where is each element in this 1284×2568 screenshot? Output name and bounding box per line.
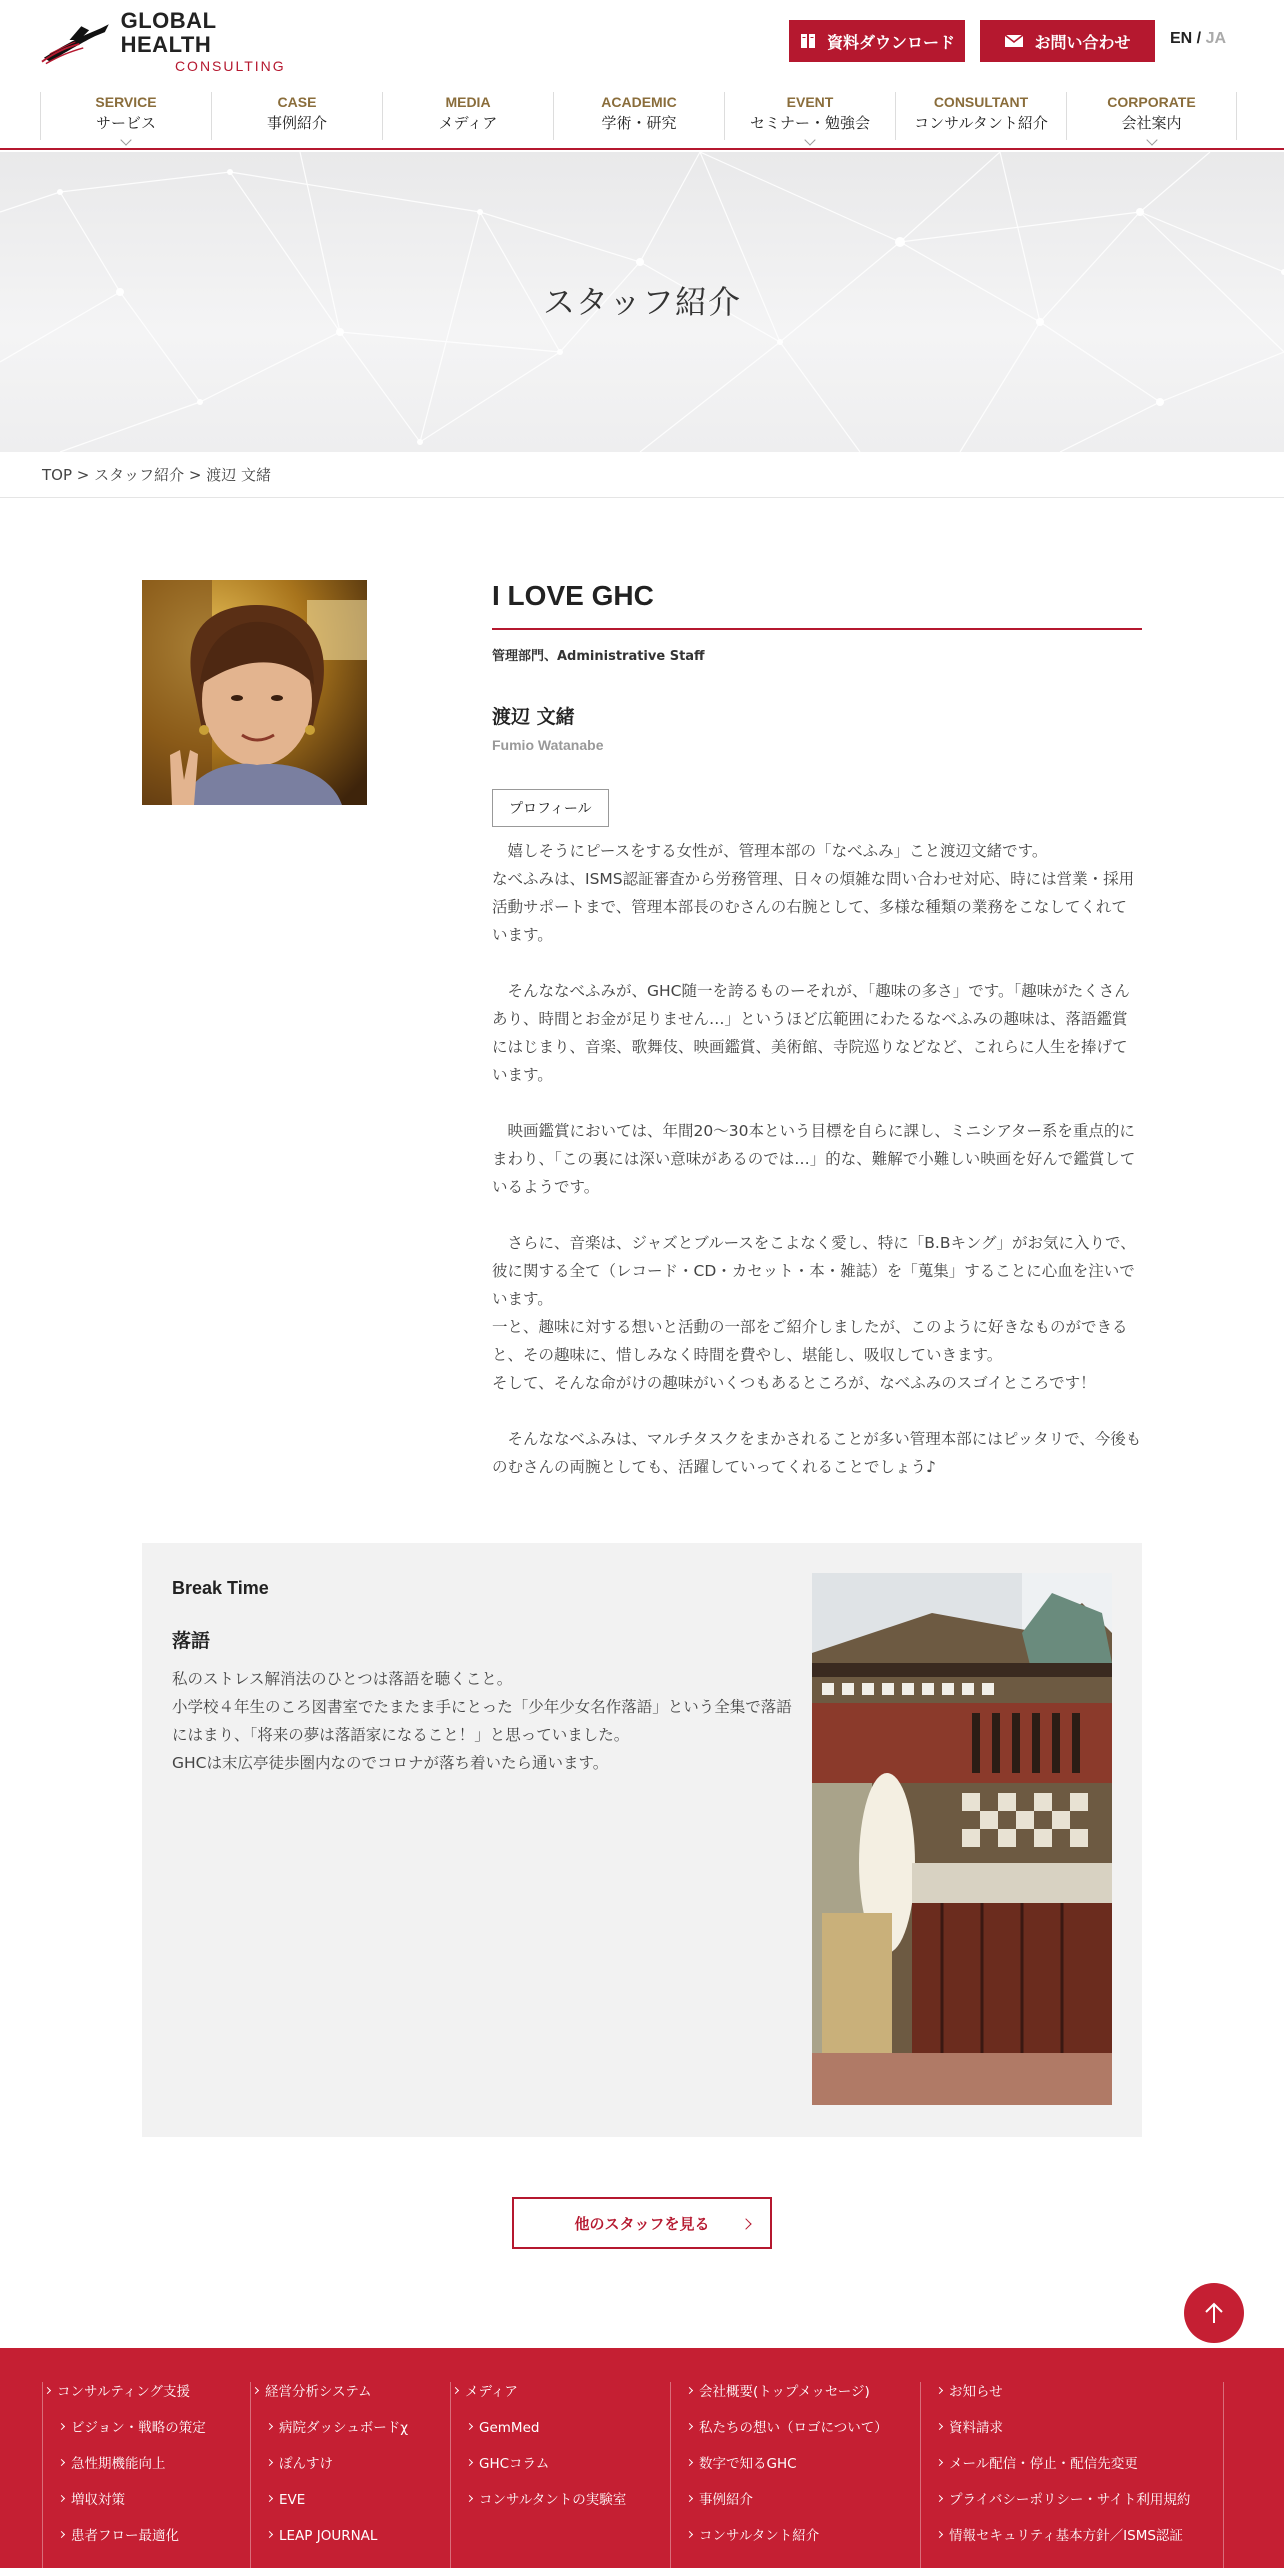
profile-tag: プロフィール — [492, 789, 609, 827]
footer-link[interactable]: 増収対策 — [43, 2490, 250, 2526]
other-staff-button[interactable] — [512, 2197, 772, 2249]
other-staff-button-label: 他のスタッフを見る — [574, 2214, 710, 2233]
breadcrumb[interactable]: TOP > スタッフ紹介 > 渡辺 文緒 — [0, 452, 1284, 498]
footer-column-corporate — [670, 2382, 920, 2568]
staff-name-ja: 渡辺 文緒 — [492, 706, 575, 728]
footer-column-consulting — [42, 2382, 250, 2568]
staff-name-en: Fumio Watanabe — [492, 737, 604, 753]
footer-link[interactable]: 急性期機能向上 — [43, 2454, 250, 2490]
chevron-down-icon — [804, 134, 815, 145]
footer-link[interactable]: お知らせ — [921, 2382, 1223, 2418]
logo-sub-text: CONSULTING — [174, 58, 286, 74]
staff-photo — [142, 580, 367, 805]
nav-item-ja: サービス — [95, 114, 156, 132]
nav-item-en: SERVICE — [95, 94, 157, 110]
download-button-label: 資料ダウンロード — [826, 32, 955, 52]
nav-item-academic[interactable] — [553, 92, 724, 140]
logo-bird-icon — [40, 18, 119, 66]
footer-link[interactable]: 私たちの想い（ロゴについて） — [671, 2418, 920, 2454]
footer-link[interactable]: メール配信・停止・配信先変更 — [921, 2454, 1223, 2490]
profile-body — [492, 837, 1142, 1481]
site-footer — [0, 2348, 1284, 2568]
footer-link[interactable]: GemMed — [451, 2418, 670, 2454]
chevron-right-icon — [740, 2218, 751, 2229]
mail-icon — [1004, 33, 1024, 49]
footer-link[interactable]: ビジョン・戦略の策定 — [43, 2418, 250, 2454]
footer-link[interactable]: 病院ダッシュボードχ — [251, 2418, 450, 2454]
arrow-up-icon — [1203, 2301, 1225, 2325]
profile-paragraph: そんななべふみが、GHC随一を誇るものーそれが、「趣味の多さ」です。「趣味がたくさんあり、時間とお金が足りません…」というほど広範囲にわたるなべふみの趣味は、落語鑑賞にはじまり、音楽、歌舞伎、映画鑑賞、美術館、寺院巡りなどなど、これらに人生を捧げています。 — [492, 982, 1130, 1084]
nav-item-service[interactable] — [40, 92, 211, 140]
department-label: 管理部門、Administrative Staff — [492, 649, 705, 664]
profile-section — [492, 580, 1142, 1481]
profile-paragraph: 嬉しそうにピースをする女性が、管理本部の「なべふみ」こと渡辺文緒です。 なべふみは、ISMS認証審査から労務管理、日々の煩雑な問い合わせ対応、時には営業・採用活動サポートまで、管理本部長のむさんの右腕として、多様な種類の業務をこなしてくれています。 — [492, 842, 1135, 944]
back-to-top-button[interactable] — [1184, 2283, 1244, 2343]
footer-link[interactable]: メディア — [451, 2382, 670, 2418]
theater-photo — [812, 1573, 1112, 2105]
footer-link[interactable]: コンサルタントの実験室 — [451, 2490, 670, 2526]
site-logo[interactable] — [40, 8, 310, 74]
footer-link[interactable]: 事例紹介 — [671, 2490, 920, 2526]
nav-item-consultant[interactable] — [895, 92, 1066, 140]
nav-item-en: EVENT — [786, 94, 834, 110]
profile-paragraph: 映画鑑賞においては、年間20～30本という目標を自らに課し、ミニシアター系を重点的にまわり、「この裏には深い意味があるのでは…」的な、難解で小難しい映画を好んで鑑賞しているようです。 — [492, 1122, 1136, 1196]
footer-link[interactable]: ぽんすけ — [251, 2454, 450, 2490]
break-time-box — [142, 1543, 1142, 2137]
footer-link[interactable]: コンサルタント紹介 — [671, 2526, 920, 2562]
nav-item-ja: コンサルタント紹介 — [914, 114, 1048, 132]
lang-separator: / — [1192, 30, 1206, 47]
footer-link[interactable]: LEAP JOURNAL — [251, 2526, 450, 2562]
footer-link[interactable]: プライバシーポリシー・サイト利用規約 — [921, 2490, 1223, 2526]
page-hero — [0, 152, 1284, 452]
profile-paragraph: そんななべふみは、マルチタスクをまかされることが多い管理本部にはピッタリで、今後ものむさんの両腕としても、活躍していってくれることでしょう♪ — [492, 1430, 1142, 1476]
page-title: スタッフ紹介 — [542, 283, 741, 321]
lang-en-link[interactable]: EN — [1170, 30, 1193, 47]
nav-item-case[interactable] — [211, 92, 382, 140]
nav-item-ja: セミナー・勉強会 — [749, 114, 870, 132]
nav-item-ja: 事例紹介 — [266, 114, 327, 132]
chevron-down-icon — [120, 134, 131, 145]
footer-link[interactable]: 経営分析システム — [251, 2382, 450, 2418]
footer-link[interactable]: 資料請求 — [921, 2418, 1223, 2454]
document-icon — [799, 32, 817, 50]
site-header — [0, 0, 1284, 150]
nav-item-ja: 学術・研究 — [601, 114, 677, 132]
download-button[interactable] — [789, 20, 965, 62]
logo-text — [121, 9, 310, 75]
footer-link[interactable]: 数字で知るGHC — [671, 2454, 920, 2490]
nav-item-en: MEDIA — [445, 94, 491, 110]
footer-column-media — [450, 2382, 670, 2568]
logo-main-text: GLOBAL HEALTH — [120, 8, 217, 57]
profile-heading: I LOVE GHC — [492, 580, 1142, 630]
break-time-title: 落語 — [172, 1630, 211, 1652]
footer-column-info — [920, 2382, 1224, 2568]
nav-item-corporate[interactable] — [1066, 92, 1237, 140]
break-time-text: 私のストレス解消法のひとつは落語を聴くこと。 小学校４年生のころ図書室でたまたま手にとった「少年少女名作落語」という全集で落語にはまり、「将来の夢は落語家になること！」と思っていました。 GHCは末広亭徒歩圏内なのでコロナが落ち着いたら通います。 — [172, 1670, 792, 1772]
nav-item-ja: 会社案内 — [1121, 114, 1182, 132]
profile-paragraph: さらに、音楽は、ジャズとブルースをこよなく愛し、特に「B.Bキング」がお気に入りで、彼に関する全て（レコード・CD・カセット・本・雑誌）を「蒐集」することに心血を注いでいます。 一と、趣味に対する想いと活動の一部をご紹介しましたが、このように好きなものができると、その趣味に、惜しみなく時間を費やし、堪能し、吸収していきます。 そして、そんな命がけの趣味がいくつもあるところが、なべふみのスゴイところです！ — [492, 1234, 1136, 1392]
contact-button[interactable] — [980, 20, 1155, 62]
footer-link[interactable]: EVE — [251, 2490, 450, 2526]
lang-ja-link[interactable]: JA — [1205, 30, 1227, 47]
break-time-label: Break Time — [172, 1578, 269, 1598]
footer-link[interactable]: GHCコラム — [451, 2454, 670, 2490]
footer-column-systems — [250, 2382, 450, 2568]
nav-item-ja: メディア — [438, 114, 498, 132]
footer-link[interactable]: 情報セキュリティ基本方針／ISMS認証 — [921, 2526, 1223, 2562]
nav-item-event[interactable] — [724, 92, 895, 140]
nav-item-media[interactable] — [382, 92, 553, 140]
nav-item-en: CONSULTANT — [933, 94, 1029, 110]
footer-link[interactable]: 患者フロー最適化 — [43, 2526, 250, 2562]
nav-item-en: ACADEMIC — [601, 94, 677, 110]
contact-button-label: お問い合わせ — [1034, 32, 1131, 52]
nav-item-en: CASE — [277, 94, 317, 110]
language-switch — [1170, 30, 1226, 48]
chevron-down-icon — [1146, 134, 1157, 145]
footer-link[interactable]: 会社概要(トップメッセージ) — [671, 2382, 920, 2418]
footer-link[interactable]: コンサルティング支援 — [43, 2382, 250, 2418]
nav-item-en: CORPORATE — [1107, 94, 1196, 110]
global-nav — [40, 92, 1240, 140]
